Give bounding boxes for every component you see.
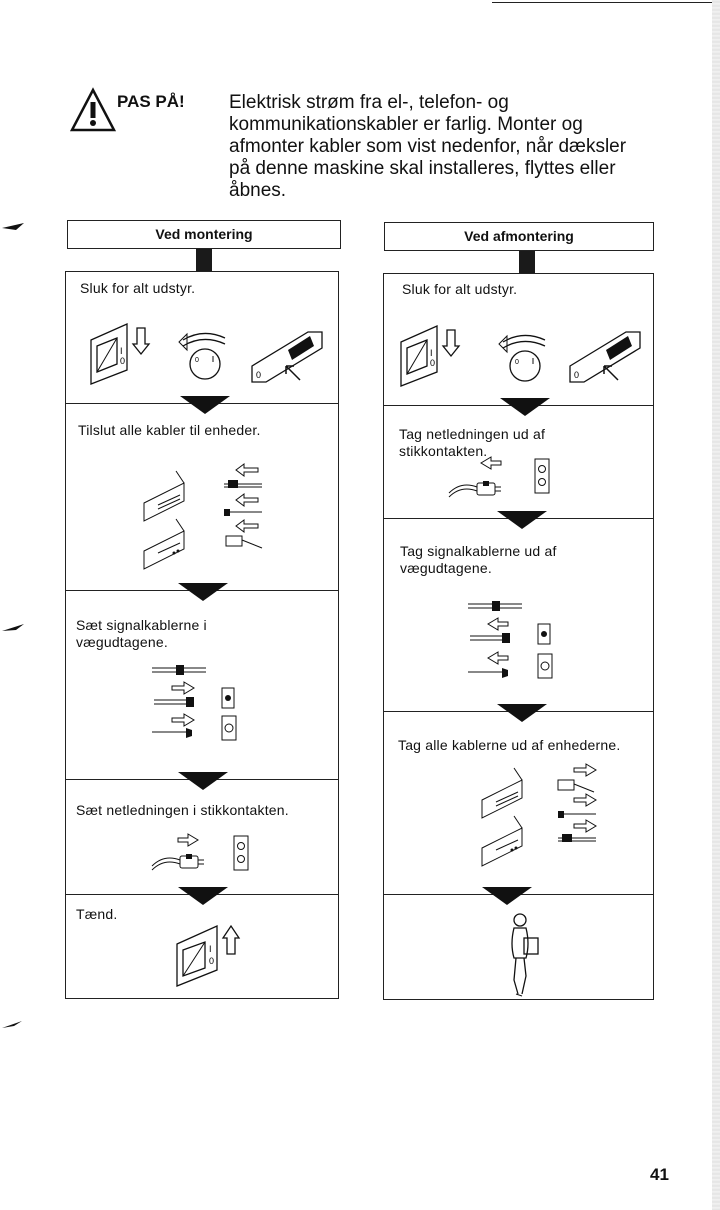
mounting-step-1: Sluk for alt udstyr. bbox=[80, 280, 196, 296]
down-arrow-icon bbox=[500, 396, 550, 418]
down-arrow-icon bbox=[482, 885, 532, 907]
svg-text:I: I bbox=[430, 348, 433, 358]
page-number: 41 bbox=[650, 1165, 669, 1184]
svg-text:0: 0 bbox=[515, 359, 519, 366]
svg-text:0: 0 bbox=[209, 956, 215, 966]
down-arrow-icon bbox=[178, 581, 228, 603]
dismounting-step-4: Tag alle kablerne ud af enhederne. bbox=[398, 737, 621, 753]
step-marker bbox=[196, 249, 212, 271]
unplug-power-icon bbox=[447, 455, 557, 505]
down-arrow-icon bbox=[497, 509, 547, 531]
dismounting-header: Ved afmontering bbox=[384, 222, 654, 251]
down-arrow-icon bbox=[178, 885, 228, 907]
svg-text:0: 0 bbox=[256, 370, 262, 380]
warning-triangle-icon bbox=[70, 88, 116, 132]
rotary-switch-icon bbox=[175, 326, 235, 382]
devices-icon bbox=[478, 762, 538, 872]
mounting-header: Ved montering bbox=[67, 220, 341, 249]
dismounting-step-1: Sluk for alt udstyr. bbox=[402, 281, 518, 297]
margin-mark bbox=[2, 1020, 26, 1030]
dismounting-step-2: Tag netledningen ud af stikkontakten. bbox=[399, 426, 546, 459]
svg-text:0: 0 bbox=[195, 357, 199, 364]
svg-text:0: 0 bbox=[430, 358, 436, 368]
mounting-step-5: Tænd. bbox=[76, 906, 118, 922]
mounting-step-4: Sæt netledningen i stikkontakten. bbox=[76, 802, 289, 818]
warning-title: PAS PÅ! bbox=[117, 92, 185, 111]
step-marker bbox=[519, 251, 535, 273]
power-switch-icon bbox=[397, 320, 467, 390]
svg-text:0: 0 bbox=[120, 356, 126, 366]
warning-text: Elektrisk strøm fra el-, telefon- og kommunikationskabler er farlig. Monter og afmonter kabler som vist nedenfor, når dæksler på denne maskine skal installeres, flyttes eller åbnes. bbox=[229, 92, 627, 201]
power-switch-icon bbox=[87, 318, 157, 388]
down-arrow-icon bbox=[178, 770, 228, 792]
margin-mark bbox=[2, 222, 26, 232]
devices-icon bbox=[140, 465, 200, 575]
svg-text:0: 0 bbox=[574, 370, 580, 380]
mounting-step-3: Sæt signalkablerne i vægudtagene. bbox=[76, 617, 207, 650]
svg-text:I: I bbox=[120, 346, 123, 356]
top-rule bbox=[492, 2, 720, 3]
svg-text:I: I bbox=[209, 944, 212, 954]
margin-mark bbox=[2, 623, 26, 633]
power-strip-switch-icon bbox=[248, 322, 328, 386]
dismounting-step-3: Tag signalkablerne ud af vægudtagene. bbox=[400, 543, 557, 576]
cable-connectors-icon bbox=[222, 462, 272, 552]
signal-cables-icon bbox=[150, 660, 250, 745]
power-plug-outlet-icon bbox=[150, 832, 260, 882]
power-on-switch-icon bbox=[173, 918, 253, 988]
down-arrow-icon bbox=[497, 702, 547, 724]
down-arrow-icon bbox=[180, 394, 230, 416]
signal-cables-icon bbox=[466, 596, 566, 686]
person-walking-icon bbox=[496, 910, 556, 998]
rotary-switch-icon bbox=[495, 328, 555, 384]
mounting-step-2: Tilslut alle kabler til enheder. bbox=[78, 422, 261, 438]
cable-connectors-icon bbox=[556, 762, 606, 852]
page-edge bbox=[712, 0, 720, 1210]
power-strip-switch-icon bbox=[566, 322, 646, 386]
